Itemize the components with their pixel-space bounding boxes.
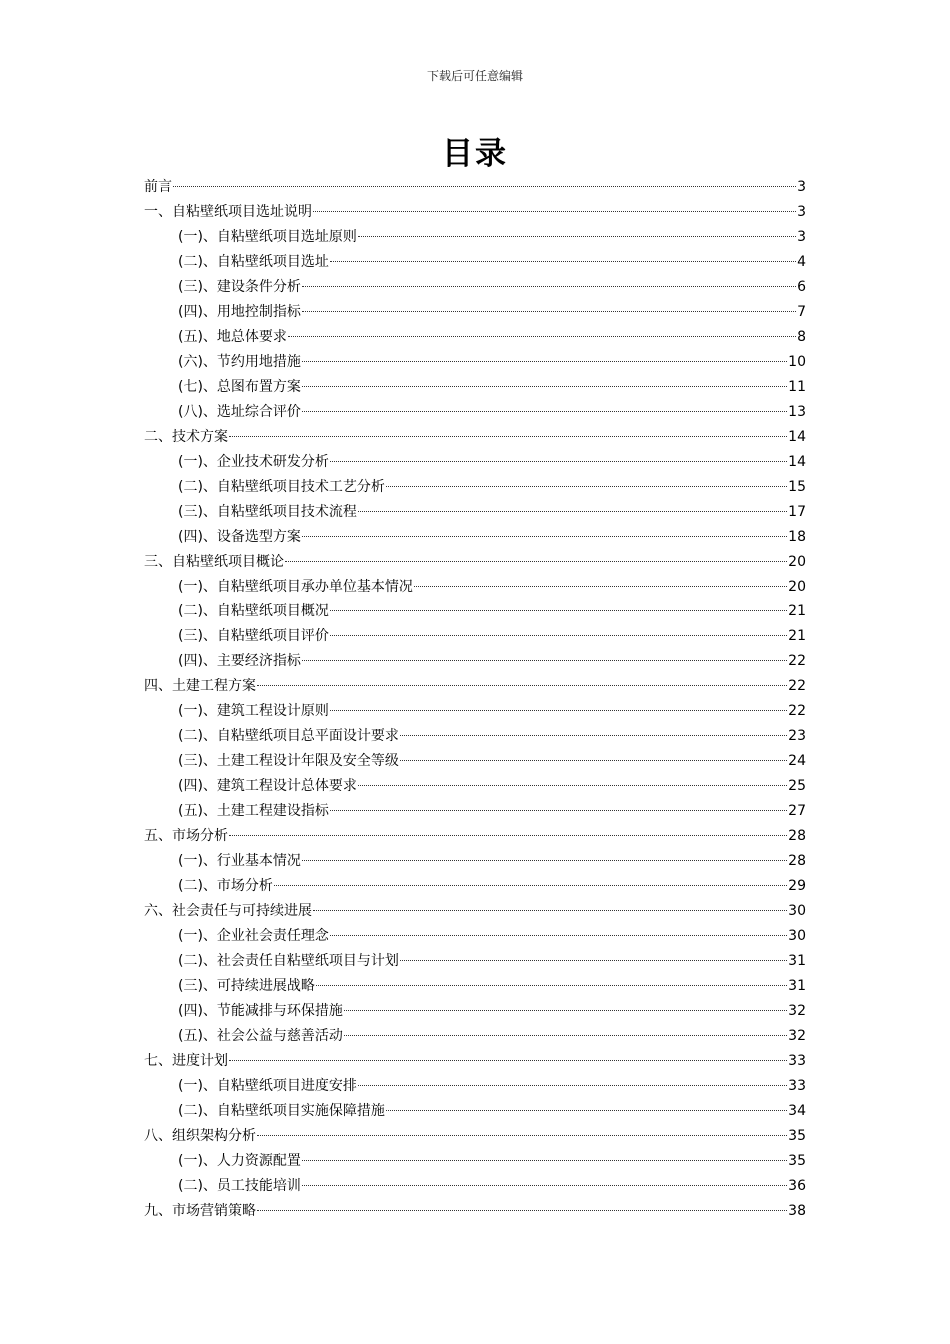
toc-page-number: 25	[788, 778, 806, 795]
toc-page-number: 4	[797, 253, 806, 270]
toc-section-entry[interactable]	[144, 999, 806, 1024]
toc-page-number: 38	[788, 1202, 806, 1219]
toc-entry-title: (二)、自粘壁纸项目技术工艺分析	[178, 478, 385, 495]
toc-page-number: 33	[788, 1052, 806, 1069]
toc-page-number: 29	[788, 878, 806, 895]
toc-page-number: 21	[788, 628, 806, 645]
toc-entry-title: 三、自粘壁纸项目概论	[144, 553, 284, 570]
toc-dot-leader	[173, 186, 796, 187]
toc-entry-title: 四、土建工程方案	[144, 678, 256, 695]
toc-chapter-entry[interactable]	[144, 1199, 806, 1224]
toc-page-number: 22	[788, 678, 806, 695]
toc-dot-leader	[302, 361, 787, 362]
toc-dot-leader	[229, 1060, 787, 1061]
toc-page-number: 22	[788, 653, 806, 670]
toc-chapter-entry[interactable]	[144, 200, 806, 225]
toc-page-number: 34	[788, 1102, 806, 1119]
toc-page-number: 27	[788, 803, 806, 820]
toc-entry-title: (一)、人力资源配置	[178, 1152, 301, 1169]
toc-page-number: 28	[788, 828, 806, 845]
toc-entry-title: 六、社会责任与可持续进展	[144, 903, 312, 920]
toc-entry-title: (四)、主要经济指标	[178, 653, 301, 670]
toc-chapter-entry[interactable]	[144, 550, 806, 575]
toc-dot-leader	[285, 561, 787, 562]
toc-section-entry[interactable]	[144, 300, 806, 325]
toc-dot-leader	[313, 211, 796, 212]
toc-dot-leader	[358, 511, 787, 512]
toc-page-number: 18	[788, 528, 806, 545]
toc-entry-title: (一)、自粘壁纸项目选址原则	[178, 228, 357, 245]
toc-page-number: 36	[788, 1177, 806, 1194]
toc-dot-leader	[302, 311, 796, 312]
toc-page-number: 3	[797, 179, 806, 195]
toc-entry-title: (三)、建设条件分析	[178, 278, 301, 295]
toc-dot-leader	[313, 910, 787, 911]
toc-chapter-entry[interactable]	[144, 899, 806, 924]
toc-page-number: 28	[788, 853, 806, 870]
toc-page-number: 23	[788, 728, 806, 745]
toc-entry-title: (二)、自粘壁纸项目选址	[178, 253, 329, 270]
toc-chapter-entry[interactable]	[144, 824, 806, 849]
toc-section-entry[interactable]	[144, 225, 806, 250]
toc-entry-title: 二、技术方案	[144, 428, 228, 445]
toc-page-number: 15	[788, 478, 806, 495]
toc-dot-leader	[330, 935, 787, 936]
page-header-note: 下载后可任意编辑	[426, 69, 523, 83]
toc-section-entry[interactable]	[144, 974, 806, 999]
toc-page-number: 11	[788, 378, 806, 395]
toc-page-number: 3	[797, 203, 806, 220]
toc-dot-leader	[400, 760, 787, 761]
toc-chapter-entry[interactable]	[144, 425, 806, 450]
toc-section-entry[interactable]	[144, 400, 806, 425]
toc-page-number: 17	[788, 503, 806, 520]
toc-section-entry[interactable]	[144, 500, 806, 525]
toc-entry-title: (一)、企业技术研发分析	[178, 453, 329, 470]
toc-page-number: 31	[788, 978, 806, 994]
toc-section-entry[interactable]	[144, 774, 806, 799]
toc-page-number: 32	[788, 1002, 806, 1019]
toc-dot-leader	[386, 486, 787, 487]
toc-dot-leader	[257, 1135, 787, 1136]
toc-entry-title: 一、自粘壁纸项目选址说明	[144, 203, 312, 220]
toc-entry-title: (三)、自粘壁纸项目评价	[178, 628, 329, 645]
toc-page-number: 3	[797, 228, 806, 245]
toc-page-number: 20	[788, 553, 806, 570]
toc-page-number: 30	[788, 903, 806, 920]
toc-dot-leader	[302, 411, 787, 412]
toc-entry-title: (三)、可持续进展战略	[178, 978, 315, 994]
toc-chapter-entry[interactable]	[144, 1124, 806, 1149]
toc-page-number: 14	[788, 453, 806, 470]
toc-entry-title: (二)、员工技能培训	[178, 1177, 301, 1194]
toc-section-entry[interactable]	[144, 250, 806, 275]
toc-page-number: 21	[788, 603, 806, 620]
toc-entry-title: (八)、选址综合评价	[178, 403, 301, 420]
toc-entry-title: (二)、自粘壁纸项目总平面设计要求	[178, 728, 399, 745]
toc-entry-title: (一)、行业基本情况	[178, 853, 301, 870]
toc-dot-leader	[330, 810, 787, 811]
toc-section-entry[interactable]	[144, 649, 806, 674]
toc-dot-leader	[302, 286, 796, 287]
toc-section-entry[interactable]	[144, 874, 806, 899]
toc-section-entry[interactable]	[144, 724, 806, 749]
toc-entry-title: (二)、自粘壁纸项目实施保障措施	[178, 1102, 385, 1119]
toc-title: 目录	[442, 136, 508, 172]
toc-entry-title: 前言	[144, 179, 172, 195]
toc-entry-title: (四)、用地控制指标	[178, 303, 301, 320]
toc-dot-leader	[316, 985, 787, 986]
toc-dot-leader	[302, 536, 787, 537]
toc-entry-title: (三)、土建工程设计年限及安全等级	[178, 753, 399, 770]
toc-dot-leader	[302, 860, 787, 861]
toc-dot-leader	[229, 436, 787, 437]
toc-dot-leader	[414, 586, 787, 587]
toc-dot-leader	[400, 960, 787, 961]
toc-entry-title: (三)、自粘壁纸项目技术流程	[178, 503, 357, 520]
toc-dot-leader	[302, 386, 787, 387]
toc-page-number: 6	[797, 278, 806, 295]
toc-section-entry[interactable]	[144, 1074, 806, 1099]
table-of-contents	[144, 175, 806, 1224]
toc-page-number: 20	[788, 578, 806, 595]
toc-section-entry[interactable]	[144, 475, 806, 500]
toc-section-entry[interactable]	[144, 375, 806, 400]
toc-entry-title: 八、组织架构分析	[144, 1127, 256, 1144]
toc-entry-title: (四)、建筑工程设计总体要求	[178, 778, 357, 795]
toc-chapter-entry[interactable]	[144, 1049, 806, 1074]
toc-page-number: 32	[788, 1027, 806, 1044]
toc-dot-leader	[257, 1210, 787, 1211]
toc-page-number: 24	[788, 753, 806, 770]
toc-page-number: 13	[788, 403, 806, 420]
toc-entry-title: (二)、社会责任自粘壁纸项目与计划	[178, 953, 399, 970]
toc-page-number: 10	[788, 353, 806, 370]
toc-section-entry[interactable]	[144, 350, 806, 375]
toc-entry-title: (二)、自粘壁纸项目概况	[178, 603, 329, 620]
toc-entry-title: (五)、社会公益与慈善活动	[178, 1027, 343, 1044]
toc-chapter-entry[interactable]	[144, 674, 806, 699]
toc-page-number: 31	[788, 953, 806, 970]
toc-dot-leader	[400, 735, 787, 736]
toc-entry-title: (一)、自粘壁纸项目进度安排	[178, 1077, 357, 1094]
toc-section-entry[interactable]	[144, 1174, 806, 1199]
toc-page-number: 22	[788, 703, 806, 720]
toc-section-entry[interactable]	[144, 525, 806, 550]
toc-entry-title: (四)、节能减排与环保措施	[178, 1002, 343, 1019]
toc-dot-leader	[358, 236, 796, 237]
toc-section-entry[interactable]	[144, 599, 806, 624]
toc-entry-title: (五)、地总体要求	[178, 328, 287, 345]
toc-entry-title: (四)、设备选型方案	[178, 528, 301, 545]
toc-section-entry[interactable]	[144, 949, 806, 974]
toc-page-number: 35	[788, 1152, 806, 1169]
toc-section-entry[interactable]	[144, 924, 806, 949]
toc-dot-leader	[358, 1085, 787, 1086]
toc-dot-leader	[257, 685, 787, 686]
toc-dot-leader	[344, 1035, 787, 1036]
toc-dot-leader	[302, 660, 787, 661]
toc-dot-leader	[274, 885, 787, 886]
toc-dot-leader	[302, 1160, 787, 1161]
toc-section-entry[interactable]	[144, 1099, 806, 1124]
toc-entry-title: (一)、企业社会责任理念	[178, 928, 329, 945]
toc-page-number: 33	[788, 1077, 806, 1094]
toc-dot-leader	[330, 710, 787, 711]
toc-dot-leader	[288, 336, 796, 337]
toc-dot-leader	[302, 1185, 787, 1186]
toc-dot-leader	[330, 610, 787, 611]
toc-entry-title: 五、市场分析	[144, 828, 228, 845]
toc-entry-title: (一)、自粘壁纸项目承办单位基本情况	[178, 578, 413, 595]
toc-chapter-entry[interactable]	[144, 175, 806, 200]
toc-dot-leader	[358, 785, 787, 786]
toc-dot-leader	[386, 1110, 787, 1111]
toc-entry-title: 九、市场营销策略	[144, 1202, 256, 1219]
toc-section-entry[interactable]	[144, 325, 806, 350]
toc-section-entry[interactable]	[144, 749, 806, 774]
toc-section-entry[interactable]	[144, 699, 806, 724]
toc-entry-title: (六)、节约用地措施	[178, 353, 301, 370]
toc-entry-title: (二)、市场分析	[178, 878, 273, 895]
toc-dot-leader	[344, 1010, 787, 1011]
toc-entry-title: 七、进度计划	[144, 1052, 228, 1069]
toc-page-number: 14	[788, 428, 806, 445]
toc-page-number: 35	[788, 1127, 806, 1144]
toc-section-entry[interactable]	[144, 575, 806, 600]
toc-page-number: 8	[797, 328, 806, 345]
toc-section-entry[interactable]	[144, 275, 806, 300]
toc-section-entry[interactable]	[144, 1149, 806, 1174]
toc-entry-title: (五)、土建工程建设指标	[178, 803, 329, 820]
toc-dot-leader	[330, 461, 787, 462]
toc-section-entry[interactable]	[144, 1024, 806, 1049]
toc-dot-leader	[229, 835, 787, 836]
toc-page-number: 7	[797, 303, 806, 320]
toc-section-entry[interactable]	[144, 799, 806, 824]
toc-dot-leader	[330, 635, 787, 636]
toc-section-entry[interactable]	[144, 624, 806, 649]
toc-entry-title: (七)、总图布置方案	[178, 378, 301, 395]
toc-dot-leader	[330, 261, 796, 262]
toc-page-number: 30	[788, 928, 806, 945]
toc-section-entry[interactable]	[144, 450, 806, 475]
toc-section-entry[interactable]	[144, 849, 806, 874]
toc-entry-title: (一)、建筑工程设计原则	[178, 703, 329, 720]
